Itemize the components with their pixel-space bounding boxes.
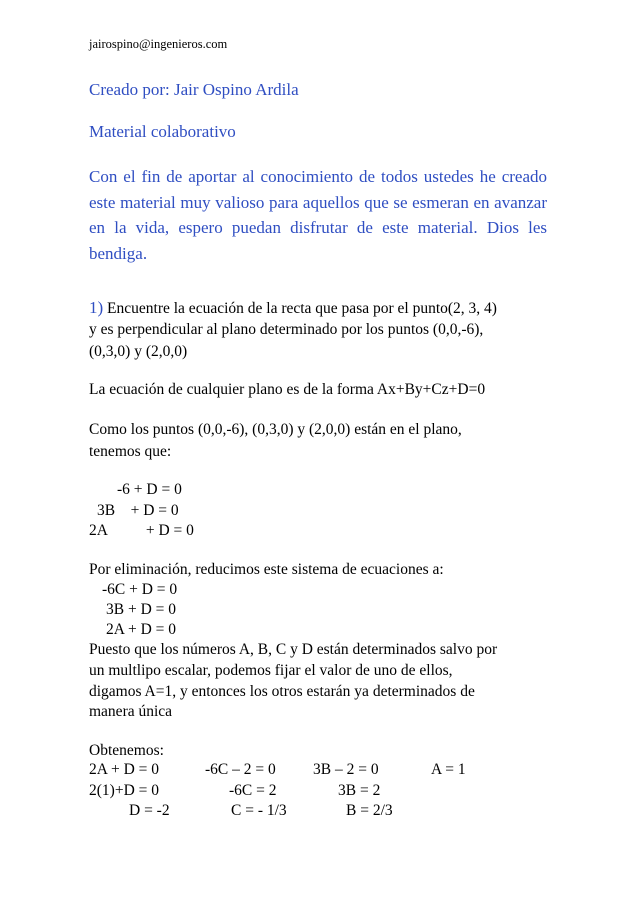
reduced-equation-3: 2A + D = 0: [106, 621, 177, 638]
points-text-line2: tenemos que:: [89, 443, 172, 460]
reduced-equation-2: 3B + D = 0: [106, 601, 177, 618]
solution-cell: 3B – 2 = 0: [313, 761, 379, 778]
solution-cell: D = -2: [129, 802, 170, 819]
scalar-text-line2: un multlipo escalar, podemos fijar el valor de uno de ellos,: [89, 662, 453, 679]
material-label: Material colaborativo: [89, 122, 236, 141]
system-equation-1: -6 + D = 0: [117, 481, 182, 498]
solution-cell: B = 2/3: [346, 802, 393, 819]
solution-cell: C = - 1/3: [231, 802, 287, 819]
solution-cell: 3B = 2: [338, 782, 381, 799]
obtain-label: Obtenemos:: [89, 742, 164, 759]
scalar-text-line3: digamos A=1, y entonces los otros estarán ya determinados de: [89, 683, 475, 700]
elimination-intro: Por eliminación, reducimos este sistema de ecuaciones a:: [89, 561, 444, 578]
solution-cell: 2(1)+D = 0: [89, 782, 159, 799]
plane-form-text: La ecuación de cualquier plano es de la forma Ax+By+Cz+D=0: [89, 381, 486, 398]
points-text-line1: Como los puntos (0,0,-6), (0,3,0) y (2,0,0) están en el plano,: [89, 421, 462, 438]
solution-cell: -6C – 2 = 0: [205, 761, 276, 778]
reduced-equation-1: -6C + D = 0: [102, 581, 178, 598]
solution-cell: 2A + D = 0: [89, 761, 160, 778]
problem-statement-text: Encuentre la ecuación de la recta que pasa por el punto(2, 3, 4): [103, 300, 497, 317]
dedication-paragraph: Con el fin de aportar al conocimiento de todos ustedes he creado este material muy valioso para aquellos que se esmeran en avanzar en la vida, espero puedan disfrutar de este material. Dios les bendiga.: [89, 167, 547, 263]
header-email: jairospino@ingenieros.com: [89, 37, 228, 51]
author-line: Creado por: Jair Ospino Ardila: [89, 80, 299, 99]
solution-cell: A = 1: [431, 761, 466, 778]
problem-statement-line2: y es perpendicular al plano determinado por los puntos (0,0,-6),: [89, 321, 484, 338]
problem-statement-line3: (0,3,0) y (2,0,0): [89, 343, 188, 360]
problem-number: 1): [89, 298, 104, 317]
scalar-text-line4: manera única: [89, 703, 173, 720]
problem-statement-line1: [89, 297, 497, 319]
system-equation-3: 2A + D = 0: [89, 522, 194, 539]
scalar-text-line1: Puesto que los números A, B, C y D están determinados salvo por: [89, 641, 498, 658]
solution-cell: -6C = 2: [229, 782, 277, 799]
system-equation-2: 3B + D = 0: [97, 502, 179, 519]
